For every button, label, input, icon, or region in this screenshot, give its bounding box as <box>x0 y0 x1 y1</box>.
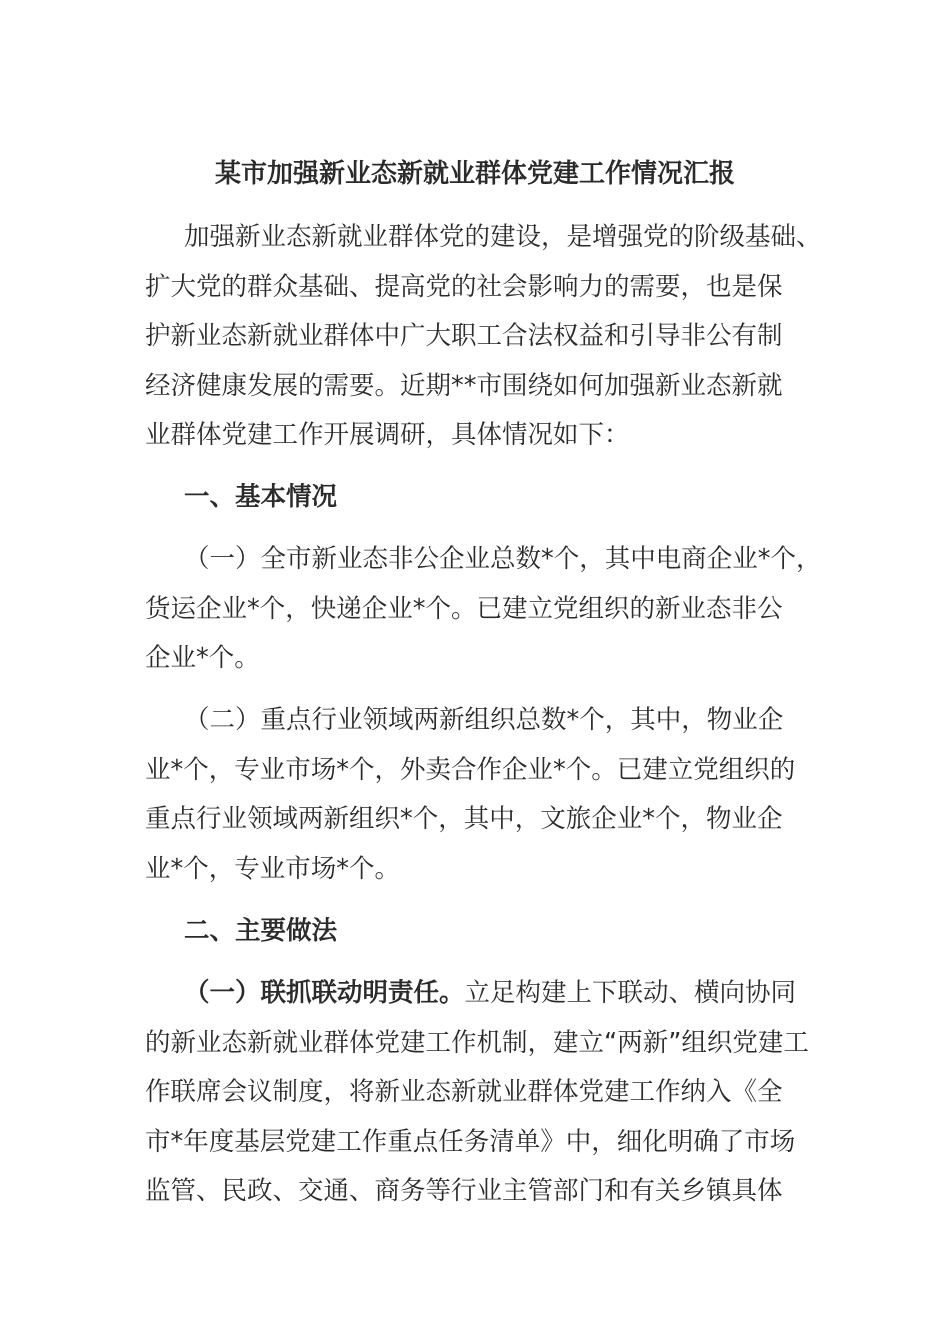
intro-line: 护新业态新就业群体中广大职工合法权益和引导非公有制 <box>145 321 783 351</box>
paragraph-line: 作联席会议制度，将新业态新就业群体党建工作纳入《全 <box>145 1077 783 1107</box>
document-title: 某市加强新业态新就业群体党建工作情况汇报 <box>214 159 735 189</box>
section-heading-practices: 二、主要做法 <box>184 916 338 946</box>
paragraph-line: 重点行业领域两新组织*个，其中，文旅企业*个，物业企 <box>145 804 783 834</box>
intro-line: 经济健康发展的需要。近期**市围绕如何加强新业态新就 <box>145 370 783 401</box>
paragraph-line: （一）全市新业态非公企业总数*个，其中电商企业*个， <box>184 544 822 574</box>
section-heading-basic: 一、基本情况 <box>184 482 338 512</box>
paragraph-line: 的新业态新就业群体党建工作机制，建立“两新”组织党建工 <box>145 1027 809 1058</box>
basic-paragraph-2 <box>145 696 817 894</box>
basic-paragraph-1 <box>145 535 822 684</box>
intro-line: 扩大党的群众基础、提高党的社会影响力的需要，也是保 <box>145 271 783 302</box>
paragraph-line: 业*个，专业市场*个。 <box>145 853 401 884</box>
paragraph-line: （二）重点行业领域两新组织总数*个，其中，物业企 <box>184 705 784 735</box>
paragraph-lead-rest: 立足构建上下联动、横向协同 <box>464 978 797 1008</box>
paragraph-line: 监管、民政、交通、商务等行业主管部门和有关乡镇具体 <box>145 1176 783 1206</box>
paragraph-line: 货运企业*个，快递企业*个。已建立党组织的新业态非公 <box>145 593 783 624</box>
paragraph-line: 业*个，专业市场*个，外卖合作企业*个。已建立党组织的 <box>145 754 796 785</box>
paragraph-lead: （一）联抓联动明责任。 <box>184 978 465 1008</box>
paragraph-line: 市*年度基层党建工作重点任务清单》中，细化明确了市场 <box>145 1126 796 1157</box>
paragraph-line: 企业*个。 <box>145 643 260 673</box>
intro-line: 加强新业态新就业群体党的建设，是增强党的阶级基础、 <box>184 222 822 252</box>
practices-paragraph-1 <box>145 969 817 1217</box>
intro-line: 业群体党建工作开展调研，具体情况如下： <box>145 420 630 450</box>
intro-paragraph <box>145 213 822 461</box>
paragraph-line <box>145 969 817 1019</box>
